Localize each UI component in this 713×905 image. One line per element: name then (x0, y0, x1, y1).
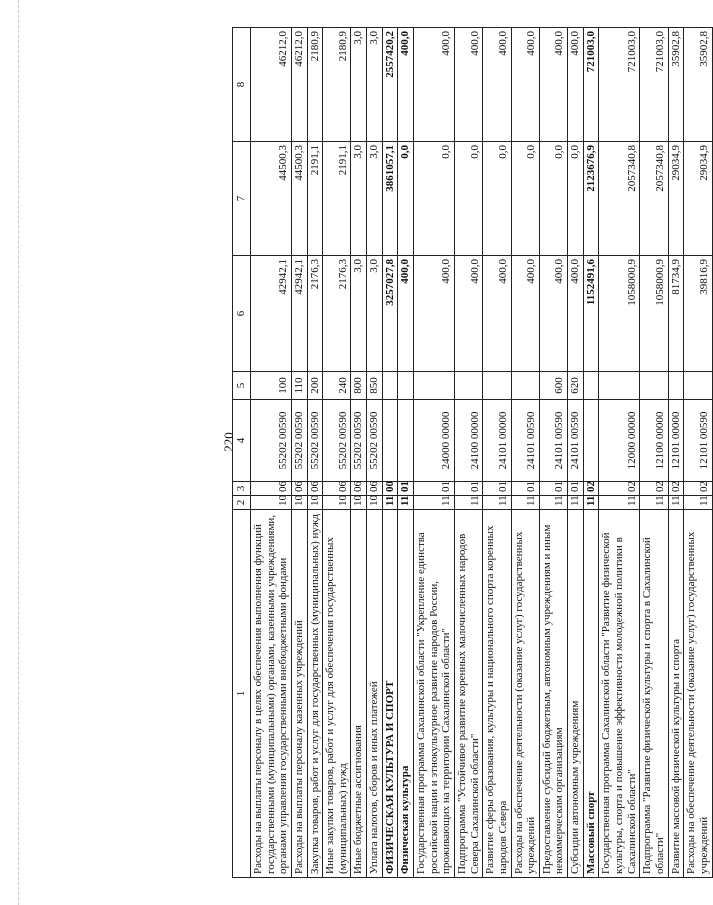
expense-type-code (414, 372, 455, 400)
expense-type-code (382, 372, 398, 400)
section-code: 11 (640, 496, 668, 510)
expense-type-code: 100 (251, 372, 292, 400)
amount-col-6: 1058000,9 (640, 256, 668, 372)
subsection-code: 02 (599, 482, 640, 496)
amount-col-6: 400,0 (568, 256, 584, 372)
amount-col-8: 400,0 (568, 28, 584, 142)
amount-col-7: 29034,9 (668, 142, 684, 256)
section-code: 10 (307, 496, 323, 510)
subsection-code: 01 (454, 482, 482, 496)
header-cell: 7 (233, 142, 251, 256)
expense-type-code (668, 372, 684, 400)
table-row (414, 28, 455, 878)
section-code: 11 (414, 496, 455, 510)
row-description: Массовый спорт (583, 510, 599, 878)
target-article-code: 12101 00590 (684, 400, 712, 482)
expense-type-code: 800 (351, 372, 367, 400)
amount-col-8: 2180,9 (323, 28, 351, 142)
row-description: Расходы на выплаты персоналу казенных учреждений (291, 510, 307, 878)
row-description: Подпрограмма "Устойчивое развитие коренных малочисленных народов Севера Сахалинской области" (454, 510, 482, 878)
amount-col-7: 2191,1 (307, 142, 323, 256)
subsection-code: 06 (367, 482, 383, 496)
amount-col-8: 35902,8 (684, 28, 712, 142)
amount-col-8: 46212,0 (291, 28, 307, 142)
row-description: Иные закупки товаров, работ и услуг для обеспечения государственных (муниципальных) нужд (323, 510, 351, 878)
amount-col-8: 46212,0 (251, 28, 292, 142)
amount-col-8: 35902,8 (668, 28, 684, 142)
section-code: 11 (398, 496, 414, 510)
amount-col-7: 29034,9 (684, 142, 712, 256)
subsection-code: 06 (323, 482, 351, 496)
subsection-code: 06 (307, 482, 323, 496)
amount-col-6: 400,0 (398, 256, 414, 372)
target-article-code: 12101 00000 (668, 400, 684, 482)
subsection-code: 01 (539, 482, 567, 496)
section-code: 10 (351, 496, 367, 510)
table-row (684, 28, 712, 878)
row-description: Государственная программа Сахалинской области "Развитие физической культуры, спорта и повышение эффективности молодежной политики в Сахалинской области" (599, 510, 640, 878)
section-code: 11 (583, 496, 599, 510)
amount-col-7: 2057340,8 (599, 142, 640, 256)
target-article-code (583, 400, 599, 482)
header-cell: 8 (233, 28, 251, 142)
subsection-code: 01 (414, 482, 455, 496)
amount-col-7: 0,0 (511, 142, 539, 256)
expense-type-code (640, 372, 668, 400)
table-row (539, 28, 567, 878)
table-row (511, 28, 539, 878)
amount-col-6: 400,0 (414, 256, 455, 372)
amount-col-6: 400,0 (539, 256, 567, 372)
subsection-code: 02 (684, 482, 712, 496)
subsection-code: 01 (511, 482, 539, 496)
amount-col-8: 400,0 (539, 28, 567, 142)
target-article-code (382, 400, 398, 482)
row-description: ФИЗИЧЕСКАЯ КУЛЬТУРА И СПОРТ (382, 510, 398, 878)
subsection-code: 01 (568, 482, 584, 496)
amount-col-8: 3,0 (351, 28, 367, 142)
table-row (599, 28, 640, 878)
section-code: 11 (568, 496, 584, 510)
section-code: 11 (668, 496, 684, 510)
amount-col-8: 2180,9 (307, 28, 323, 142)
table-row (382, 28, 398, 878)
target-article-code: 24101 00590 (539, 400, 567, 482)
amount-col-7: 44500,3 (251, 142, 292, 256)
amount-col-7: 2191,1 (323, 142, 351, 256)
header-cell: 4 (233, 400, 251, 482)
amount-col-7: 3,0 (367, 142, 383, 256)
amount-col-7: 3,0 (351, 142, 367, 256)
amount-col-6: 3,0 (351, 256, 367, 372)
amount-col-7: 0,0 (398, 142, 414, 256)
amount-col-6: 42942,1 (251, 256, 292, 372)
amount-col-6: 81734,9 (668, 256, 684, 372)
amount-col-8: 721003,0 (599, 28, 640, 142)
table-row (307, 28, 323, 878)
expense-type-code: 600 (539, 372, 567, 400)
table-row (367, 28, 383, 878)
section-code: 10 (323, 496, 351, 510)
section-code: 10 (251, 496, 292, 510)
section-code: 11 (382, 496, 398, 510)
row-description: Расходы на обеспечение деятельности (оказание услуг) государственных учреждений (511, 510, 539, 878)
row-description: Предоставление субсидий бюджетным, автономным учреждениям и иным некоммерческим организациям (539, 510, 567, 878)
subsection-code: 00 (382, 482, 398, 496)
expense-type-code: 200 (307, 372, 323, 400)
amount-col-6: 400,0 (511, 256, 539, 372)
amount-col-8: 721003,0 (640, 28, 668, 142)
section-code: 11 (511, 496, 539, 510)
expense-type-code (483, 372, 511, 400)
table-row (483, 28, 511, 878)
amount-col-8: 400,0 (454, 28, 482, 142)
amount-col-6: 2176,3 (323, 256, 351, 372)
table-header-row (233, 28, 251, 878)
amount-col-7: 0,0 (414, 142, 455, 256)
amount-col-7: 0,0 (568, 142, 584, 256)
subsection-code: 01 (483, 482, 511, 496)
expense-type-code (599, 372, 640, 400)
target-article-code: 55202 00590 (367, 400, 383, 482)
expense-type-code (398, 372, 414, 400)
subsection-code: 02 (640, 482, 668, 496)
target-article-code (398, 400, 414, 482)
amount-col-7: 0,0 (483, 142, 511, 256)
amount-col-8: 3,0 (367, 28, 383, 142)
table-row (323, 28, 351, 878)
amount-col-6: 3257027,8 (382, 256, 398, 372)
amount-col-8: 2557420,2 (382, 28, 398, 142)
table-row (251, 28, 292, 878)
amount-col-7: 44500,3 (291, 142, 307, 256)
target-article-code: 12100 00000 (640, 400, 668, 482)
expense-type-code (684, 372, 712, 400)
target-article-code: 24100 00000 (454, 400, 482, 482)
amount-col-7: 2057340,8 (640, 142, 668, 256)
row-description: Закупка товаров, работ и услуг для государственных (муниципальных) нужд (307, 510, 323, 878)
header-cell: 3 (233, 482, 251, 496)
target-article-code: 24101 00590 (511, 400, 539, 482)
amount-col-6: 1058000,9 (599, 256, 640, 372)
amount-col-6: 400,0 (454, 256, 482, 372)
subsection-code: 06 (351, 482, 367, 496)
table-row (668, 28, 684, 878)
header-cell: 2 (233, 496, 251, 510)
table-row (568, 28, 584, 878)
subsection-code: 01 (398, 482, 414, 496)
row-description: Расходы на выплаты персоналу в целях обеспечения выполнения функций государственными (муниципальными) органами, казенными учреждениями, органами управления государственными внебюджетными фондами (251, 510, 292, 878)
header-cell: 6 (233, 256, 251, 372)
row-description: Государственная программа Сахалинской области "Укрепление единства российской нации и этнокультурное развитие народов России, проживающих на территории Сахалинской области" (414, 510, 455, 878)
amount-col-6: 2176,3 (307, 256, 323, 372)
expense-type-code: 620 (568, 372, 584, 400)
table-row (398, 28, 414, 878)
expense-type-code: 240 (323, 372, 351, 400)
amount-col-6: 400,0 (483, 256, 511, 372)
amount-col-7: 3861057,1 (382, 142, 398, 256)
target-article-code: 24101 00000 (483, 400, 511, 482)
expense-type-code (454, 372, 482, 400)
header-cell: 5 (233, 372, 251, 400)
row-description: Субсидии автономным учреждениям (568, 510, 584, 878)
subsection-code: 02 (668, 482, 684, 496)
table-row (583, 28, 599, 878)
amount-col-6: 42942,1 (291, 256, 307, 372)
amount-col-6: 3,0 (367, 256, 383, 372)
section-code: 10 (367, 496, 383, 510)
row-description: Расходы на обеспечение деятельности (оказание услуг) государственных учреждений (684, 510, 712, 878)
amount-col-8: 400,0 (511, 28, 539, 142)
amount-col-6: 1152491,6 (583, 256, 599, 372)
subsection-code: 02 (583, 482, 599, 496)
row-description: Развитие массовой физической культуры и спорта (668, 510, 684, 878)
row-description: Развитие сферы образования, культуры и национального спорта коренных народов Севера (483, 510, 511, 878)
target-article-code: 12000 00000 (599, 400, 640, 482)
target-article-code: 55202 00590 (351, 400, 367, 482)
row-description: Уплата налогов, сборов и иных платежей (367, 510, 383, 878)
row-description: Подпрограмма "Развитие физической культуры и спорта в Сахалинской области" (640, 510, 668, 878)
page-fold-line (18, 0, 19, 905)
expense-type-code (511, 372, 539, 400)
expense-type-code: 850 (367, 372, 383, 400)
table-row (640, 28, 668, 878)
budget-table (232, 27, 713, 878)
section-code: 10 (291, 496, 307, 510)
target-article-code: 24101 00590 (568, 400, 584, 482)
target-article-code: 55202 00590 (307, 400, 323, 482)
amount-col-7: 0,0 (454, 142, 482, 256)
amount-col-7: 2123676,9 (583, 142, 599, 256)
rotated-table-wrapper (232, 28, 710, 878)
subsection-code: 06 (291, 482, 307, 496)
amount-col-8: 400,0 (398, 28, 414, 142)
table-row (454, 28, 482, 878)
section-code: 11 (684, 496, 712, 510)
target-article-code: 55202 00590 (291, 400, 307, 482)
amount-col-8: 400,0 (414, 28, 455, 142)
section-code: 11 (599, 496, 640, 510)
target-article-code: 55202 00590 (251, 400, 292, 482)
amount-col-8: 400,0 (483, 28, 511, 142)
table-row (351, 28, 367, 878)
amount-col-7: 0,0 (539, 142, 567, 256)
row-description: Иные бюджетные ассигнования (351, 510, 367, 878)
amount-col-8: 721003,0 (583, 28, 599, 142)
expense-type-code (583, 372, 599, 400)
amount-col-6: 39816,9 (684, 256, 712, 372)
target-article-code: 24000 00000 (414, 400, 455, 482)
section-code: 11 (454, 496, 482, 510)
budget-table-body (233, 28, 713, 878)
section-code: 11 (539, 496, 567, 510)
page-number: 220 (221, 432, 236, 452)
header-cell: 1 (233, 510, 251, 878)
row-description: Физическая культура (398, 510, 414, 878)
section-code: 11 (483, 496, 511, 510)
target-article-code: 55202 00590 (323, 400, 351, 482)
table-row (291, 28, 307, 878)
expense-type-code: 110 (291, 372, 307, 400)
subsection-code: 06 (251, 482, 292, 496)
